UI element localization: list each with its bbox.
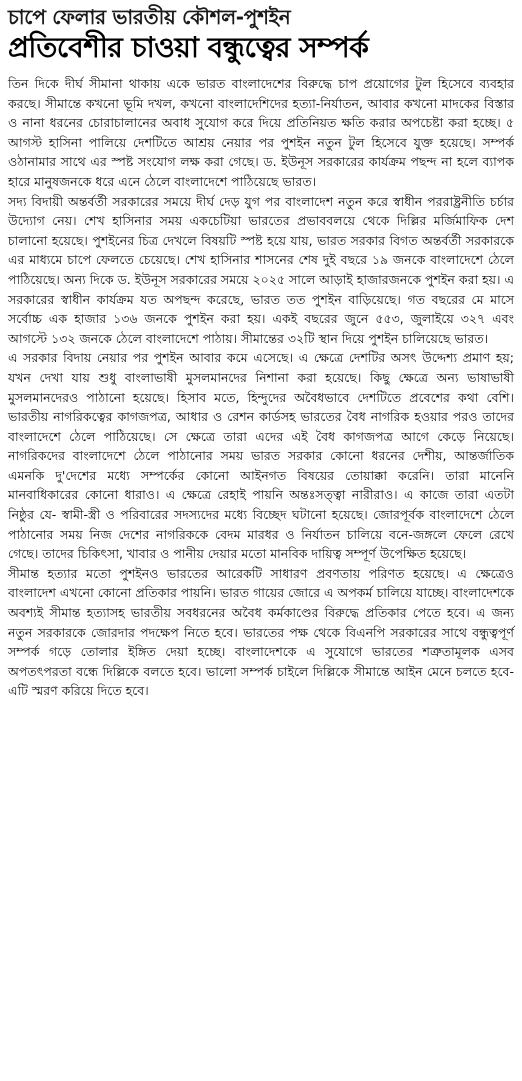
article-paragraph-1: তিন দিকে দীর্ঘ সীমানা থাকায় একে ভারত বাংলাদেশের বিরুদ্ধে চাপ প্রয়োগের টুল হিসেবে ব্যবহার করছে। সীমান্তে কখনো ভূমি দখল, কখনো বাংলাদেশিদের হত্যা-নির্যাতন, আবার কখনো মাদকের বিস্তার ও নানা ধরনের চোরাচালানের অবাধ সুযোগ করে দিয়ে প্রতিনিয়ত ক্ষতি করার অপচেষ্টা করা হচ্ছে। ৫ আগস্ট হাসিনা পালিয়ে দেশটিতে আশ্রয় নেয়ার পর পুশইন নতুন টুল হিসেবে যুক্ত হয়েছে। সম্পর্ক ওঠানামার সাথে এর স্পষ্ট সংযোগ লক্ষ করা গেছে। ড. ইউনূস সরকারের কার্যক্রম পছন্দ না হলে ব্যাপক হারে মানুষজনকে ধরে এনে ঠেলে বাংলাদেশে পাঠিয়েছে ভারত। xyxy=(8,76,514,189)
article-paragraph-3: এ সরকার বিদায় নেয়ার পর পুশইন আবার কমে এসেছে। এ ক্ষেত্রে দেশটির অসৎ উদ্দেশ্য প্রমাণ হয়; যখন দেখা যায় শুধু বাংলাভাষী মুসলমানদের নিশানা করা হয়েছে। কিছু ক্ষেত্রে অন্য ভাষাভাষী মুসলমানদেরও পাঠানো হয়েছে। হিসাব মতে, হিন্দুদের অবৈধভাবে দেশটিতে প্রবেশের কথা বেশি। ভারতীয় নাগরিকত্বের কাগজপত্র, আধার ও রেশন কার্ডসহ ভারতের বৈধ নাগরিক হওয়ার পরও তাদের বাংলাদেশে ঠেলে পাঠিয়েছে। সে ক্ষেত্রে তারা এদের এই বৈধ কাগজপত্র আগে কেড়ে নিয়েছে। নাগরিকদের বাংলাদেশে ঠেলে পাঠানোর সময় ভারত সরকার কোনো ধরনের দেশীয়, আন্তর্জাতিক এমনকি দু'দেশের মধ্যে সম্পর্কের কোনো আইনগত বিষয়ের তোয়াক্কা করেনি। তারা মানেনি মানবাধিকারের কোনো ধারাও। এ ক্ষেত্রে রেহাই পায়নি অন্তঃসত্ত্বা নারীরাও। এ কাজে তারা এতটা নিষ্ঠুর যে- স্বামী-স্ত্রী ও পরিবারের সদস্যদের মধ্যে বিচ্ছেদ ঘটানো হয়েছে। জোরপূর্বক বাংলাদেশে ঠেলে পাঠানোর সময় নিজ দেশের নাগরিককে বেদম মারধর ও নির্যাতন চালিয়ে বনে-জঙ্গলে ফেলে রেখে গেছে। তাদের চিকিৎসা, খাবার ও পানীয় দেয়ার মতো মানবিক দায়িত্ব সম্পূর্ণ উপেক্ষিত হয়েছে। xyxy=(8,350,514,562)
article-kicker: চাপে ফেলার ভারতীয় কৌশল-পুশইন xyxy=(8,5,291,29)
article-paragraph-2: সদ্য বিদায়ী অন্তর্বর্তী সরকারের সময়ে দীর্ঘ দেড় যুগ পর বাংলাদেশ নতুন করে স্বাধীন পররাষ্ট্রনীতি চর্চার উদ্যোগ নেয়। শেখ হাসিনার সময় একচেটিয়া ভারতের প্রভাববলয়ে থেকে দিল্লির মর্জিমাফিক দেশ চালানো হয়েছে। পুশইনের চিত্র দেখলে বিষয়টি স্পষ্ট হয়ে যায়, ভারত সরকার বিগত অন্তর্বর্তী সরকারকে এর মাধ্যমে চাপে ফেলতে চেয়েছে। শেখ হাসিনার শাসনের শেষ দুই বছরে ১৯ জনকে বাংলাদেশে ঠেলে পাঠিয়েছে। অন্য দিকে ড. ইউনূস সরকারের সময়ে ২০২৫ সালে আড়াই হাজারজনকে পুশইন করা হয়। এ সরকারের স্বাধীন কার্যক্রম যত অপছন্দ করেছে, ভারত তত পুশইন বাড়িয়েছে। গত বছরের মে মাসে সর্বোচ্চ এক হাজার ১৩৬ জনকে পুশইন করা হয়। একই বছরের জুনে ৫৫৩, জুলাইয়ে ৩২৭ এবং আগস্টে ১৩২ জনকে ঠেলে বাংলাদেশে পাঠায়। সীমান্তের ৩২টি স্থান দিয়ে পুশইন চালিয়েছে ভারত। xyxy=(8,193,514,346)
article-paragraph-4: সীমান্ত হত্যার মতো পুশইনও ভারতের আরেকটি সাধারণ প্রবণতায় পরিণত হয়েছে। এ ক্ষেত্রেও বাংলাদেশ এখনো কোনো প্রতিকার পায়নি। ভারত গায়ের জোরে এ অপকর্ম চালিয়ে যাচ্ছে। বাংলাদেশকে অবশ্যই সীমান্ত হত্যাসহ ভারতীয় সবধরনের অবৈধ কর্মকাণ্ডের বিরুদ্ধে প্রতিকার পেতে হবে। এ জন্য নতুন সরকারকে জোরদার পদক্ষেপ নিতে হবে। ভারতের পক্ষ থেকে বিএনপি সরকারের সাথে বন্ধুত্বপূর্ণ সম্পর্ক গড়ে তোলার ইঙ্গিত দেয়া হচ্ছে। বাংলাদেশকে এ সুযোগে ভারতের শত্রুতামূলক এসব অপতৎপরতা বন্ধে দিল্লিকে বলতে হবে। ভালো সম্পর্ক চাইলে দিল্লিকে সীমান্তে আইন মেনে চলতে হবে- এটি স্মরণ করিয়ে দিতে হবে। xyxy=(8,565,514,699)
article-headline: প্রতিবেশীর চাওয়া বন্ধুত্বের সম্পর্ক xyxy=(8,31,369,64)
news-article xyxy=(8,0,514,701)
